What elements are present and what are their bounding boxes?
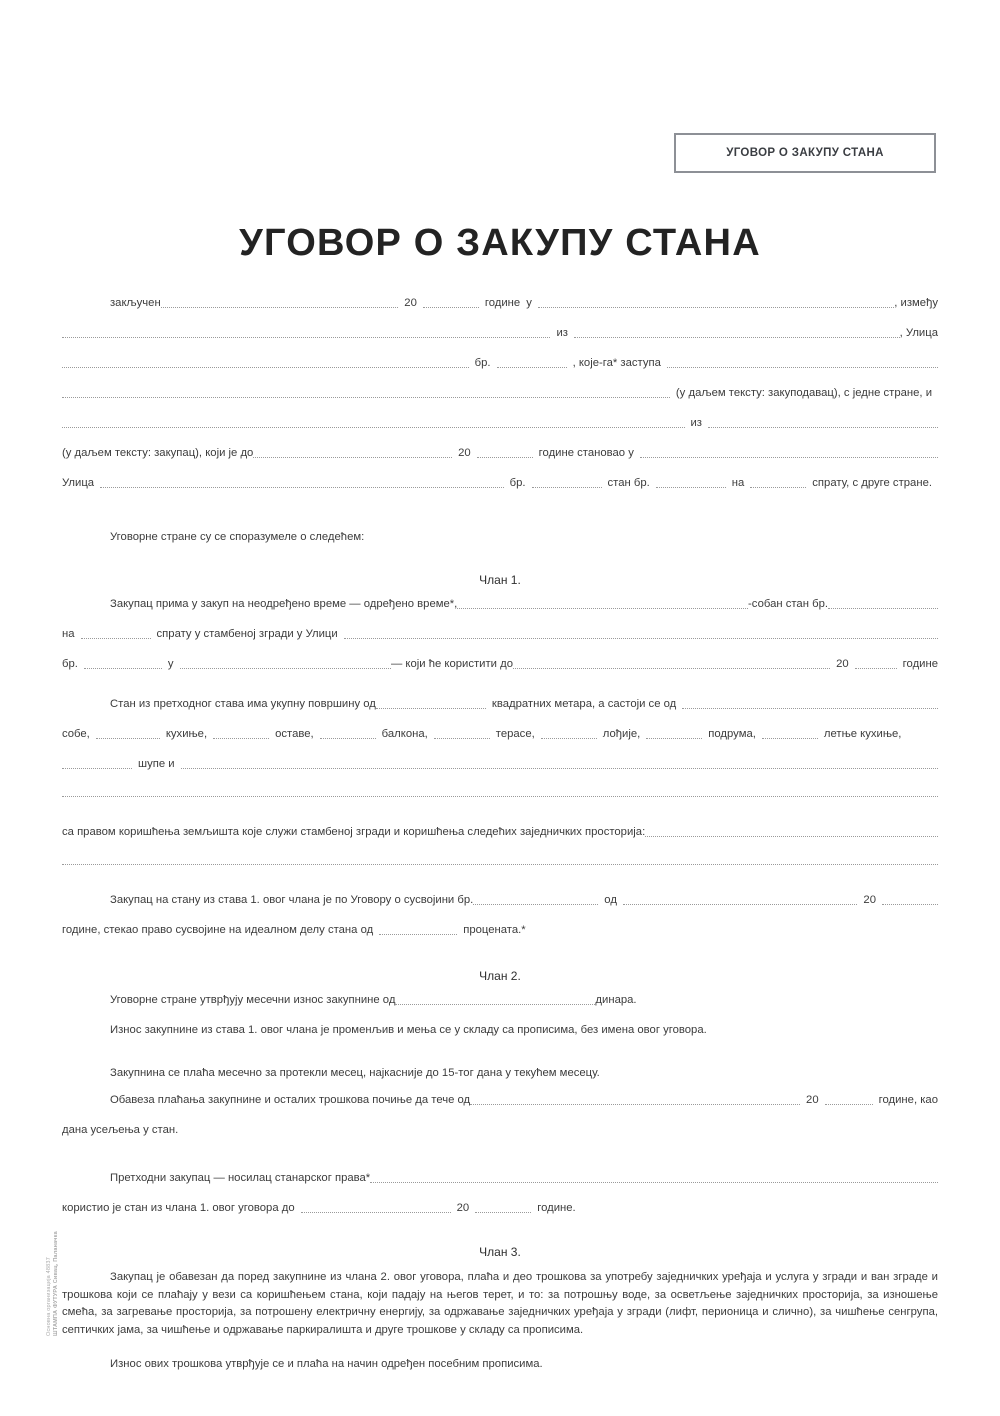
page-title: УГОВОР О ЗАКУПУ СТАНА xyxy=(239,222,761,264)
article-1-label-used-until: — који ће користити до xyxy=(390,658,513,670)
room-label-terase: терасе, xyxy=(495,728,535,740)
article-1-coownership-percent-label: године, стекао право сусвојине на идеалном делу стана од xyxy=(62,924,374,936)
header-stamp-box xyxy=(674,133,936,173)
blank-monthly-rent[interactable] xyxy=(395,995,595,1007)
blank-basement-count[interactable] xyxy=(646,729,702,741)
preamble-label-year: 20 xyxy=(404,297,417,309)
article-1-area-label: Стан из претходног става има укупну површину од xyxy=(110,698,376,710)
document-body xyxy=(62,296,938,1374)
agreement-intro: Уговорне стране су се споразумеле о следећем: xyxy=(110,531,365,543)
blank-coownership-date[interactable] xyxy=(623,895,858,907)
article-2-prev-lessee-label: Претходни закупац — носилац станарског права* xyxy=(110,1172,371,1184)
blank-floor[interactable] xyxy=(81,629,151,641)
blank-balcony-count[interactable] xyxy=(320,729,376,741)
publisher-watermark-line-2: ШТАМПА ФУТУРА Сивац, Паланачка xyxy=(53,1231,59,1336)
blank-lessor-name[interactable] xyxy=(62,328,550,340)
blank-lessee-prev-number[interactable] xyxy=(532,478,602,490)
article-2-label-year-2: 20 xyxy=(456,1202,470,1214)
article-1-common-areas-label: са правом коришћења земљишта које служи стамбеној згради и коришћења следећих заједничких просторија: xyxy=(62,826,646,838)
blank-shed-count[interactable] xyxy=(62,759,132,771)
article-1-label-od: од xyxy=(604,894,617,906)
preamble-label-br-1: бр. xyxy=(474,357,491,369)
blank-kitchen-count[interactable] xyxy=(96,729,160,741)
article-1-label-building-street: спрату у стамбеној згради у Улици xyxy=(156,628,338,640)
article-2-label-godine-2: године. xyxy=(537,1202,576,1214)
article-1-label-u: у xyxy=(167,658,174,670)
article-1-label-na: на xyxy=(62,628,75,640)
article-1-p3-line-2 xyxy=(62,855,938,867)
preamble-label-br-2: бр. xyxy=(509,477,526,489)
blank-prev-lessee-until-year[interactable] xyxy=(475,1203,531,1215)
article-2-prev-lessee-until-label: користио је стан из члана 1. овог уговора до xyxy=(62,1202,295,1214)
preamble-label-concluded: закључен xyxy=(110,297,161,309)
preamble-line-7 xyxy=(62,476,938,490)
article-1-label-sqm-consists: квадратних метара, а састоји се од xyxy=(491,698,677,710)
blank-rooms-count[interactable] xyxy=(682,699,938,711)
article-1-p1-line-2 xyxy=(62,627,938,641)
preamble-line-6 xyxy=(62,446,938,460)
article-1-p4-line-2 xyxy=(62,923,938,937)
publisher-watermark xyxy=(46,1186,60,1336)
blank-pantry-count[interactable] xyxy=(213,729,269,741)
preamble-label-ulica-1: , Улица xyxy=(899,327,938,339)
article-1-label-procenata: процената.* xyxy=(463,924,526,936)
room-label-kuhinje: кухиње, xyxy=(165,728,208,740)
preamble-label-between: , између xyxy=(894,297,938,309)
blank-summer-kitchen-count[interactable] xyxy=(762,729,818,741)
article-2-p1-line-1 xyxy=(62,993,938,1007)
blank-coownership-number[interactable] xyxy=(473,895,598,907)
article-3-heading: Члан 3. xyxy=(479,1245,521,1259)
room-label-sobe: собе, xyxy=(62,728,90,740)
article-1-p4-line-1 xyxy=(62,893,938,907)
blank-date-day[interactable] xyxy=(161,298,399,310)
blank-prev-lessee-name[interactable] xyxy=(370,1173,938,1185)
preamble-label-represented-by: , које-га* заступа xyxy=(572,357,661,369)
preamble-line-2 xyxy=(62,326,938,340)
article-2-p4-line-2 xyxy=(62,1123,938,1137)
article-1-p2-rooms-line-1 xyxy=(62,727,938,741)
article-1-coownership-label: Закупац на стану из става 1. овог члана је по Уговору о сусвојини бр. xyxy=(110,894,474,906)
blank-lessee-until-date[interactable] xyxy=(253,448,452,460)
blank-common-areas-2[interactable] xyxy=(62,855,938,867)
blank-lessor-representative[interactable] xyxy=(667,358,938,370)
header-stamp-label: УГОВОР О ЗАКУПУ СТАНА xyxy=(726,147,884,159)
article-2-label-year: 20 xyxy=(806,1094,819,1106)
blank-lessee-year[interactable] xyxy=(477,448,533,460)
preamble-line-1 xyxy=(62,296,938,310)
article-1-p1-line-3 xyxy=(62,657,938,671)
blank-lessee-prev-floor[interactable] xyxy=(750,478,806,490)
room-label-supe-i: шупе и xyxy=(138,758,175,770)
preamble-label-godine: године xyxy=(484,297,521,309)
article-2-p5-line-1 xyxy=(62,1171,938,1185)
article-2-p3: Закупнина се плаћа месечно за протекли месец, најкасније до 15-тог дана у текућем месецу. xyxy=(110,1067,600,1079)
article-1-label-br: бр. xyxy=(62,658,78,670)
article-1-p1-line-1 xyxy=(62,597,938,611)
blank-terrace-count[interactable] xyxy=(434,729,490,741)
blank-coownership-year[interactable] xyxy=(882,895,938,907)
article-2-label-movein-day: дана усељења у стан. xyxy=(62,1124,179,1136)
blank-room-count[interactable] xyxy=(457,599,748,611)
preamble-label-lived-at: године становао у xyxy=(538,447,634,459)
article-1-lease-term-label: Закупац прима у закуп на неодређено време — одређено време*, xyxy=(110,598,458,610)
article-1-label-year-2: 20 xyxy=(863,894,876,906)
article-1-label-godine: године xyxy=(902,658,938,670)
blank-lessee-prev-apt[interactable] xyxy=(656,478,726,490)
blank-payment-start-year[interactable] xyxy=(825,1095,873,1107)
article-2-label-godine-kao: године, као xyxy=(878,1094,938,1106)
room-label-lodjije: лођије, xyxy=(602,728,641,740)
preamble-label-apt-no: стан бр. xyxy=(607,477,650,489)
blank-lessee-prev-place[interactable] xyxy=(640,448,938,460)
blank-building-number[interactable] xyxy=(84,659,162,671)
blank-lessee-prev-street[interactable] xyxy=(100,478,504,490)
article-1-label-soban: -собан стан бр. xyxy=(748,598,828,610)
article-1-p3-line-1 xyxy=(62,825,938,839)
room-label-ostave: оставе, xyxy=(275,728,314,740)
article-1-p2-line-1 xyxy=(62,697,938,711)
article-2-obligation-label: Обавеза плаћања закупнине и осталих трошкова почиње да тече од xyxy=(110,1094,471,1106)
article-2-rent-label: Уговорне стране утврђују месечни износ закупнине од xyxy=(110,994,396,1006)
article-1-p2-rooms-line-2 xyxy=(62,757,938,771)
blank-lessor-street[interactable] xyxy=(62,358,469,370)
blank-lessor-city[interactable] xyxy=(574,328,900,340)
blank-coownership-percent[interactable] xyxy=(379,925,457,937)
article-1-label-year: 20 xyxy=(836,658,849,670)
preamble-line-4 xyxy=(62,386,938,400)
preamble-label-iz-1: из xyxy=(556,327,568,339)
publisher-watermark-line-1: Основна организација 48837 xyxy=(46,1257,52,1336)
blank-rooms-other[interactable] xyxy=(181,759,938,771)
blank-building-city[interactable] xyxy=(180,659,391,671)
blank-prev-lessee-until-date[interactable] xyxy=(301,1203,451,1215)
blank-lessee-name[interactable] xyxy=(62,418,685,430)
room-label-balkona: балкона, xyxy=(381,728,428,740)
article-2-p2: Износ закупнине из става 1. овог члана је променљив и мења се у складу са прописима, без имена овог уговора. xyxy=(110,1024,707,1036)
blank-year[interactable] xyxy=(423,298,479,310)
preamble-label-lessor-def: (у даљем тексту: закуподавац), с једне стране, и xyxy=(675,387,932,399)
preamble-label-year-2: 20 xyxy=(458,447,471,459)
article-2-heading: Члан 2. xyxy=(479,969,521,983)
article-2-p4-line-1 xyxy=(62,1093,938,1107)
preamble-label-lessee-def: (у даљем тексту: закупац), који је до xyxy=(62,447,254,459)
blank-building-street[interactable] xyxy=(344,629,938,641)
article-2-p5-line-2 xyxy=(62,1201,938,1215)
preamble-line-3 xyxy=(62,356,938,370)
blank-place[interactable] xyxy=(538,298,894,310)
blank-loggia-count[interactable] xyxy=(541,729,597,741)
room-label-podruma: подрума, xyxy=(708,728,756,740)
blank-payment-start-date[interactable] xyxy=(470,1095,800,1107)
blank-lessor-street-number[interactable] xyxy=(497,358,567,370)
preamble-line-5 xyxy=(62,416,938,430)
room-label-letnje-kuhinje: летње кухиње, xyxy=(823,728,902,740)
article-1-p2-rooms-line-3 xyxy=(62,787,938,799)
blank-use-until-date[interactable] xyxy=(513,659,830,671)
preamble-label-iz-2: из xyxy=(690,417,702,429)
article-2-label-dinara: динара. xyxy=(595,994,637,1006)
blank-common-areas[interactable] xyxy=(645,827,938,839)
preamble-label-ulica-2: Улица xyxy=(62,477,95,489)
blank-apartment-number[interactable] xyxy=(828,599,938,611)
article-3-p1: Закупац је обавезан да поред закупнине из члана 2. овог уговора, плаћа и део трошкова за употребу заједничких уређаја и услуга у згради и ван зграде и трошкова који се плаћају у вези са коришћењем стана, који падају на његов терет, и то: за потрошњу воде, за осветљење заједничких просторија, за изношење смећа, за загревање просторија, за потрошену електричну енергију, за одржавање заједничких уређаја у згради (лифт, перионица и слично), за чишћење сенгрупа, септичких јама, за чишћење и одржавање паркиралишта и друге трошкове у складу са прописима. xyxy=(62,1271,938,1336)
blank-use-until-year[interactable] xyxy=(855,659,897,671)
preamble-label-u: у xyxy=(526,297,532,309)
article-3-p2: Износ ових трошкова утврђује се и плаћа на начин одређен посебним прописима. xyxy=(110,1358,543,1370)
preamble-label-na: на xyxy=(731,477,745,489)
blank-total-area[interactable] xyxy=(376,699,486,711)
preamble-label-floor-other-side: спрату, с друге стране. xyxy=(812,477,932,489)
blank-lessor-extra[interactable] xyxy=(62,388,670,400)
blank-rooms-other-2[interactable] xyxy=(62,787,938,799)
article-1-heading: Члан 1. xyxy=(479,573,521,587)
blank-lessee-city[interactable] xyxy=(708,418,938,430)
